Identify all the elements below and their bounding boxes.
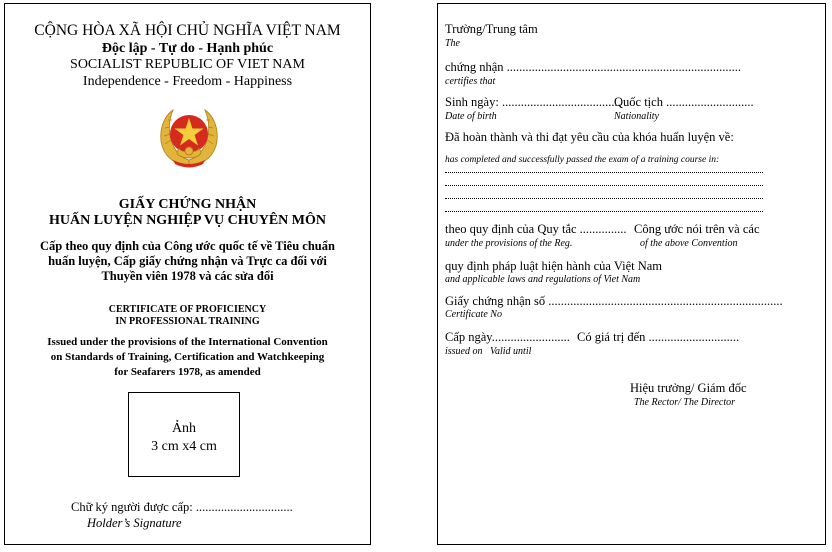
dob-label-en: Date of birth bbox=[445, 111, 497, 122]
issued-vn-line2: huấn luyện, Cấp giấy chứng nhận và Trực ca đối với bbox=[48, 254, 327, 268]
photo-size: 3 cm x4 cm bbox=[151, 439, 217, 454]
holder-signature-vn: Chữ ký người được cấp: ............................... bbox=[71, 500, 293, 514]
cert-title-vn-line1: GIẤY CHỨNG NHẬN bbox=[118, 197, 257, 212]
national-motto-en: Independence - Freedom - Happiness bbox=[82, 74, 293, 89]
rector-label-vn: Hiệu trưởng/ Giám đốc bbox=[630, 381, 747, 395]
law-label-en: and applicable laws and regulations of Viet Nam bbox=[445, 274, 641, 285]
certifies-label-en: certifies that bbox=[445, 76, 496, 87]
issued-vn-line3: Thuyền viên 1978 và các sửa đổi bbox=[101, 269, 274, 283]
valid-until-label-en: Valid until bbox=[490, 346, 532, 357]
photo-label: Ảnh bbox=[171, 421, 197, 436]
holder-signature-en: Holder’s Signature bbox=[87, 516, 182, 530]
issued-en-line3: for Seafarers 1978, as amended bbox=[114, 366, 261, 378]
certifies-label-vn: chứng nhận ........................................................................... bbox=[445, 60, 741, 74]
course-line-3 bbox=[445, 198, 763, 199]
issued-en-line1: Issued under the provisions of the International Convention bbox=[47, 336, 328, 348]
regulation-label-en: under the provisions of the Reg. bbox=[445, 238, 573, 249]
nationality-label-vn: Quốc tịch ............................ bbox=[614, 95, 754, 109]
issue-date-label-vn: Cấp ngày......................... bbox=[445, 330, 570, 344]
course-line-2 bbox=[445, 185, 763, 186]
nationality-label-en: Nationality bbox=[614, 111, 659, 122]
cert-title-en-line2: IN PROFESSIONAL TRAINING bbox=[115, 316, 260, 327]
national-emblem-icon bbox=[157, 104, 221, 170]
regulation-label-vn: theo quy định của Quy tắc ............... bbox=[445, 222, 627, 236]
school-label-en: The bbox=[445, 38, 460, 49]
dob-label-vn: Sinh ngày: ...................................... bbox=[445, 95, 621, 109]
completed-label-vn: Đã hoàn thành và thi đạt yêu cầu của khóa huấn luyện về: bbox=[445, 130, 734, 144]
cert-number-label-vn: Giấy chứng nhận số ........................................................................... bbox=[445, 294, 783, 308]
school-label-vn: Trường/Trung tâm bbox=[445, 22, 538, 36]
issued-en-line2: on Standards of Training, Certification and Watchkeeping bbox=[50, 351, 325, 363]
certificate-details-page bbox=[437, 3, 826, 545]
convention-label-vn: Công ước nói trên và các bbox=[634, 222, 760, 236]
law-label-vn: quy định pháp luật hiện hành của Việt Nam bbox=[445, 259, 663, 273]
certificate-cover-page bbox=[4, 3, 371, 545]
cert-title-vn-line2: HUẤN LUYỆN NGHIỆP VỤ CHUYÊN MÔN bbox=[48, 213, 327, 228]
issue-date-label-en: issued on bbox=[445, 346, 483, 357]
rector-label-en: The Rector/ The Director bbox=[634, 397, 736, 408]
completed-label-en: has completed and successfully passed the exam of a training course in: bbox=[445, 155, 720, 165]
national-motto-vn: Độc lập - Tự do - Hạnh phúc bbox=[101, 41, 274, 56]
issued-vn-line1: Cấp theo quy định của Công ước quốc tế về Tiêu chuẩn bbox=[40, 239, 335, 253]
valid-until-label-vn: Có giá trị đến ............................. bbox=[577, 330, 740, 344]
photo-placeholder bbox=[128, 392, 240, 477]
national-title-vn: CỘNG HÒA XÃ HỘI CHỦ NGHĨA VIỆT NAM bbox=[34, 22, 341, 39]
cert-title-en-line1: CERTIFICATE OF PROFICIENCY bbox=[108, 304, 267, 315]
cert-number-label-en: Certificate No bbox=[445, 309, 502, 320]
convention-label-en: of the above Convention bbox=[640, 238, 738, 249]
national-title-en: SOCIALIST REPUBLIC OF VIET NAM bbox=[70, 57, 305, 72]
course-line-1 bbox=[445, 172, 763, 173]
course-line-4 bbox=[445, 211, 763, 212]
